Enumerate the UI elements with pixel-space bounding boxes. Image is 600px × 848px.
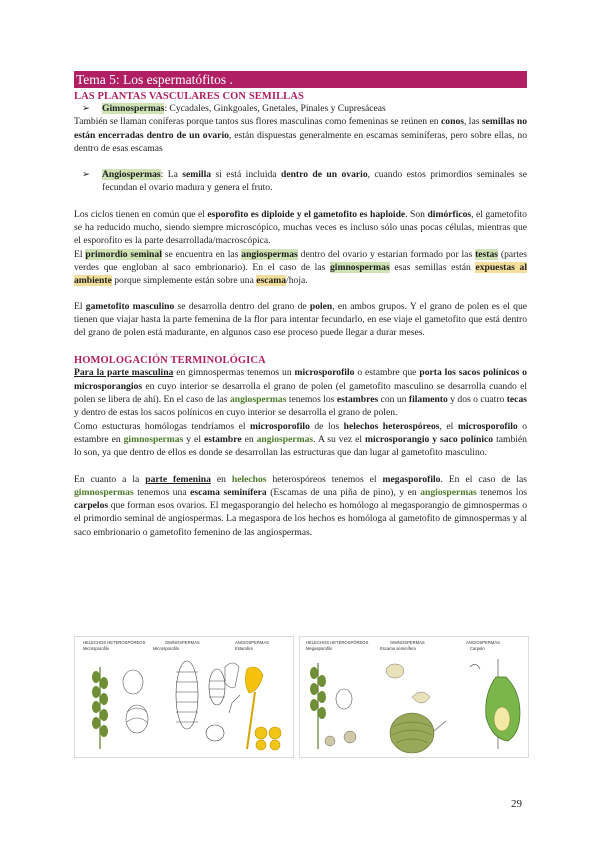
section-heading-plantas: LAS PLANTAS VASCULARES CON SEMILLAS [74, 91, 304, 102]
paragraph-parte-masculina: Para la parte masculina en gimnospermas tenemos un microsporofilo o estambre que porta los sacos polínicos o microsporangios en cuyo interior se desarrolla el grano de polen (el gametofito masculino se desarrolla cuando el polen se libera de ahí). En el caso de las angiospermas tenemos los estambres con un filamento y dos o cuatro tecas y dentro de estas los sacos polínicos en cuyo interior se desarrolla el grano de polen. [74, 367, 527, 419]
arrow-bullet-icon: ➢ [82, 103, 91, 114]
fig2-col1-label: HELECHOS HETEROSPÓREOS [306, 640, 369, 645]
fig2-col2-label: GIMNOSPERMAS [390, 640, 425, 645]
fig1-col2-label: GIMNOSPERMAS [165, 640, 200, 645]
fig2-sub3-label: Carpelo [470, 646, 485, 651]
male-structures-illustration [75, 637, 293, 757]
paragraph-estructuras-homologas: Como estucturas homólogas tendríamos el microsporofilo de los helechos heterospóreos, el microsporofilo o estambre en gimnospermas y el estambre en angiospermas. A su vez el microsporangio y saco polínico también lo son, ya que dentro de ellos es donde se desarrollan las estructuras que dan lugar al gametofito masculino. [74, 420, 528, 459]
paragraph-primordio: El primordio seminal se encuentra en las angiospermas dentro del ovario y estarían formado por las testas (partes verdes que engloban al saco embrionario). En el caso de las gimnospermas esas semillas están expuestas al ambiente porque simplemente están sobre una escama/hoja. [74, 248, 528, 287]
figure-female-homology [299, 636, 529, 758]
fig1-col1-label: HELECHOS HETEROSPÓREOS [83, 640, 146, 645]
fig1-sub3-label: Estambre [235, 646, 253, 651]
paragraph-parte-femenina: En cuanto a la parte femenina en helechos heterospóreos tenemos el megasporofilo. En el caso de las gimnospermas tenemos una escama seminífera (Escamas de una piña de pino), y en angiospermas tenemos los carpelos que forman esos ovarios. El megasporangio del helecho es homólogo al megasporangio de gimnospermas o el primordio seminal de angiospermas. La megaspora de los hechos es homóloga al gametofito de gimnospermas y al saco embrionario o gametofito femenino de las angiospermas. [74, 473, 527, 538]
section-heading-homologacion: HOMOLOGACIÓN TERMINOLÓGICA [74, 355, 266, 367]
figure-male-homology [74, 636, 294, 758]
fig1-col3-label: ANGIOSPERMAS [235, 640, 269, 645]
bullet-angiospermas: ➢ Angiospermas: La semilla si está incluida dentro de un ovario, cuando estos primordios seminales se fecundan el ovario madura y genera el fruto. [82, 169, 527, 194]
paragraph-ciclos: Los ciclos tienen en común que el esporofito es diploide y el gametofito es haploide. Son dimórficos, el gametofito se ha reducido mucho, siendo siempre microscópico, muchas veces es incluso sólo unas pocas células, mientras que el esporofito es la parte desarrollada/macroscópica. [74, 208, 527, 247]
female-structures-illustration [300, 637, 528, 757]
arrow-bullet-icon: ➢ [82, 169, 91, 181]
paragraph-coniferas: También se llaman coníferas porque tantos sus flores masculinas como femeninas se reúnen en conos, las semillas no están encerradas dentro de un ovario, están dispuestas generalmente en escamas seminíferas, pero sobre ellas, no dentro de esas escamas [74, 116, 527, 154]
fig1-sub2-label: Microsporofilo [153, 646, 180, 651]
document-page [74, 71, 527, 539]
fig2-sub2-label: Escama seminífera [380, 646, 416, 651]
page-number: 29 [511, 798, 522, 810]
term-angiospermas: Angiospermas [102, 169, 161, 181]
bullet-gimnospermas: ➢ Gimnospermas: Cycadales, Ginkgoales, Gnetales, Pinales y Cupresáceas [82, 103, 386, 114]
term-gimnospermas: Gimnospermas [102, 103, 165, 114]
figures-row [74, 636, 527, 756]
fig2-col3-label: ANGIOSPERMAS [466, 640, 500, 645]
fig2-sub1-label: Megasporofilo [306, 646, 333, 651]
paragraph-gametofito-masculino: El gametofito masculino se desarrolla dentro del grano de polen, en ambos grupos. Y el grano de polen es el que tienen que viajar hasta la parte femenina de la flor para intentar fecundarlo, en ese viaje el gametofito que está dentro del grano de polen está madurante, en algunos caso ese proceso puede llegar a durar meses. [74, 300, 527, 339]
fig1-sub1-label: Microsporofilo [83, 646, 110, 651]
chapter-title: Tema 5: Los espermatófitos . [74, 71, 527, 88]
